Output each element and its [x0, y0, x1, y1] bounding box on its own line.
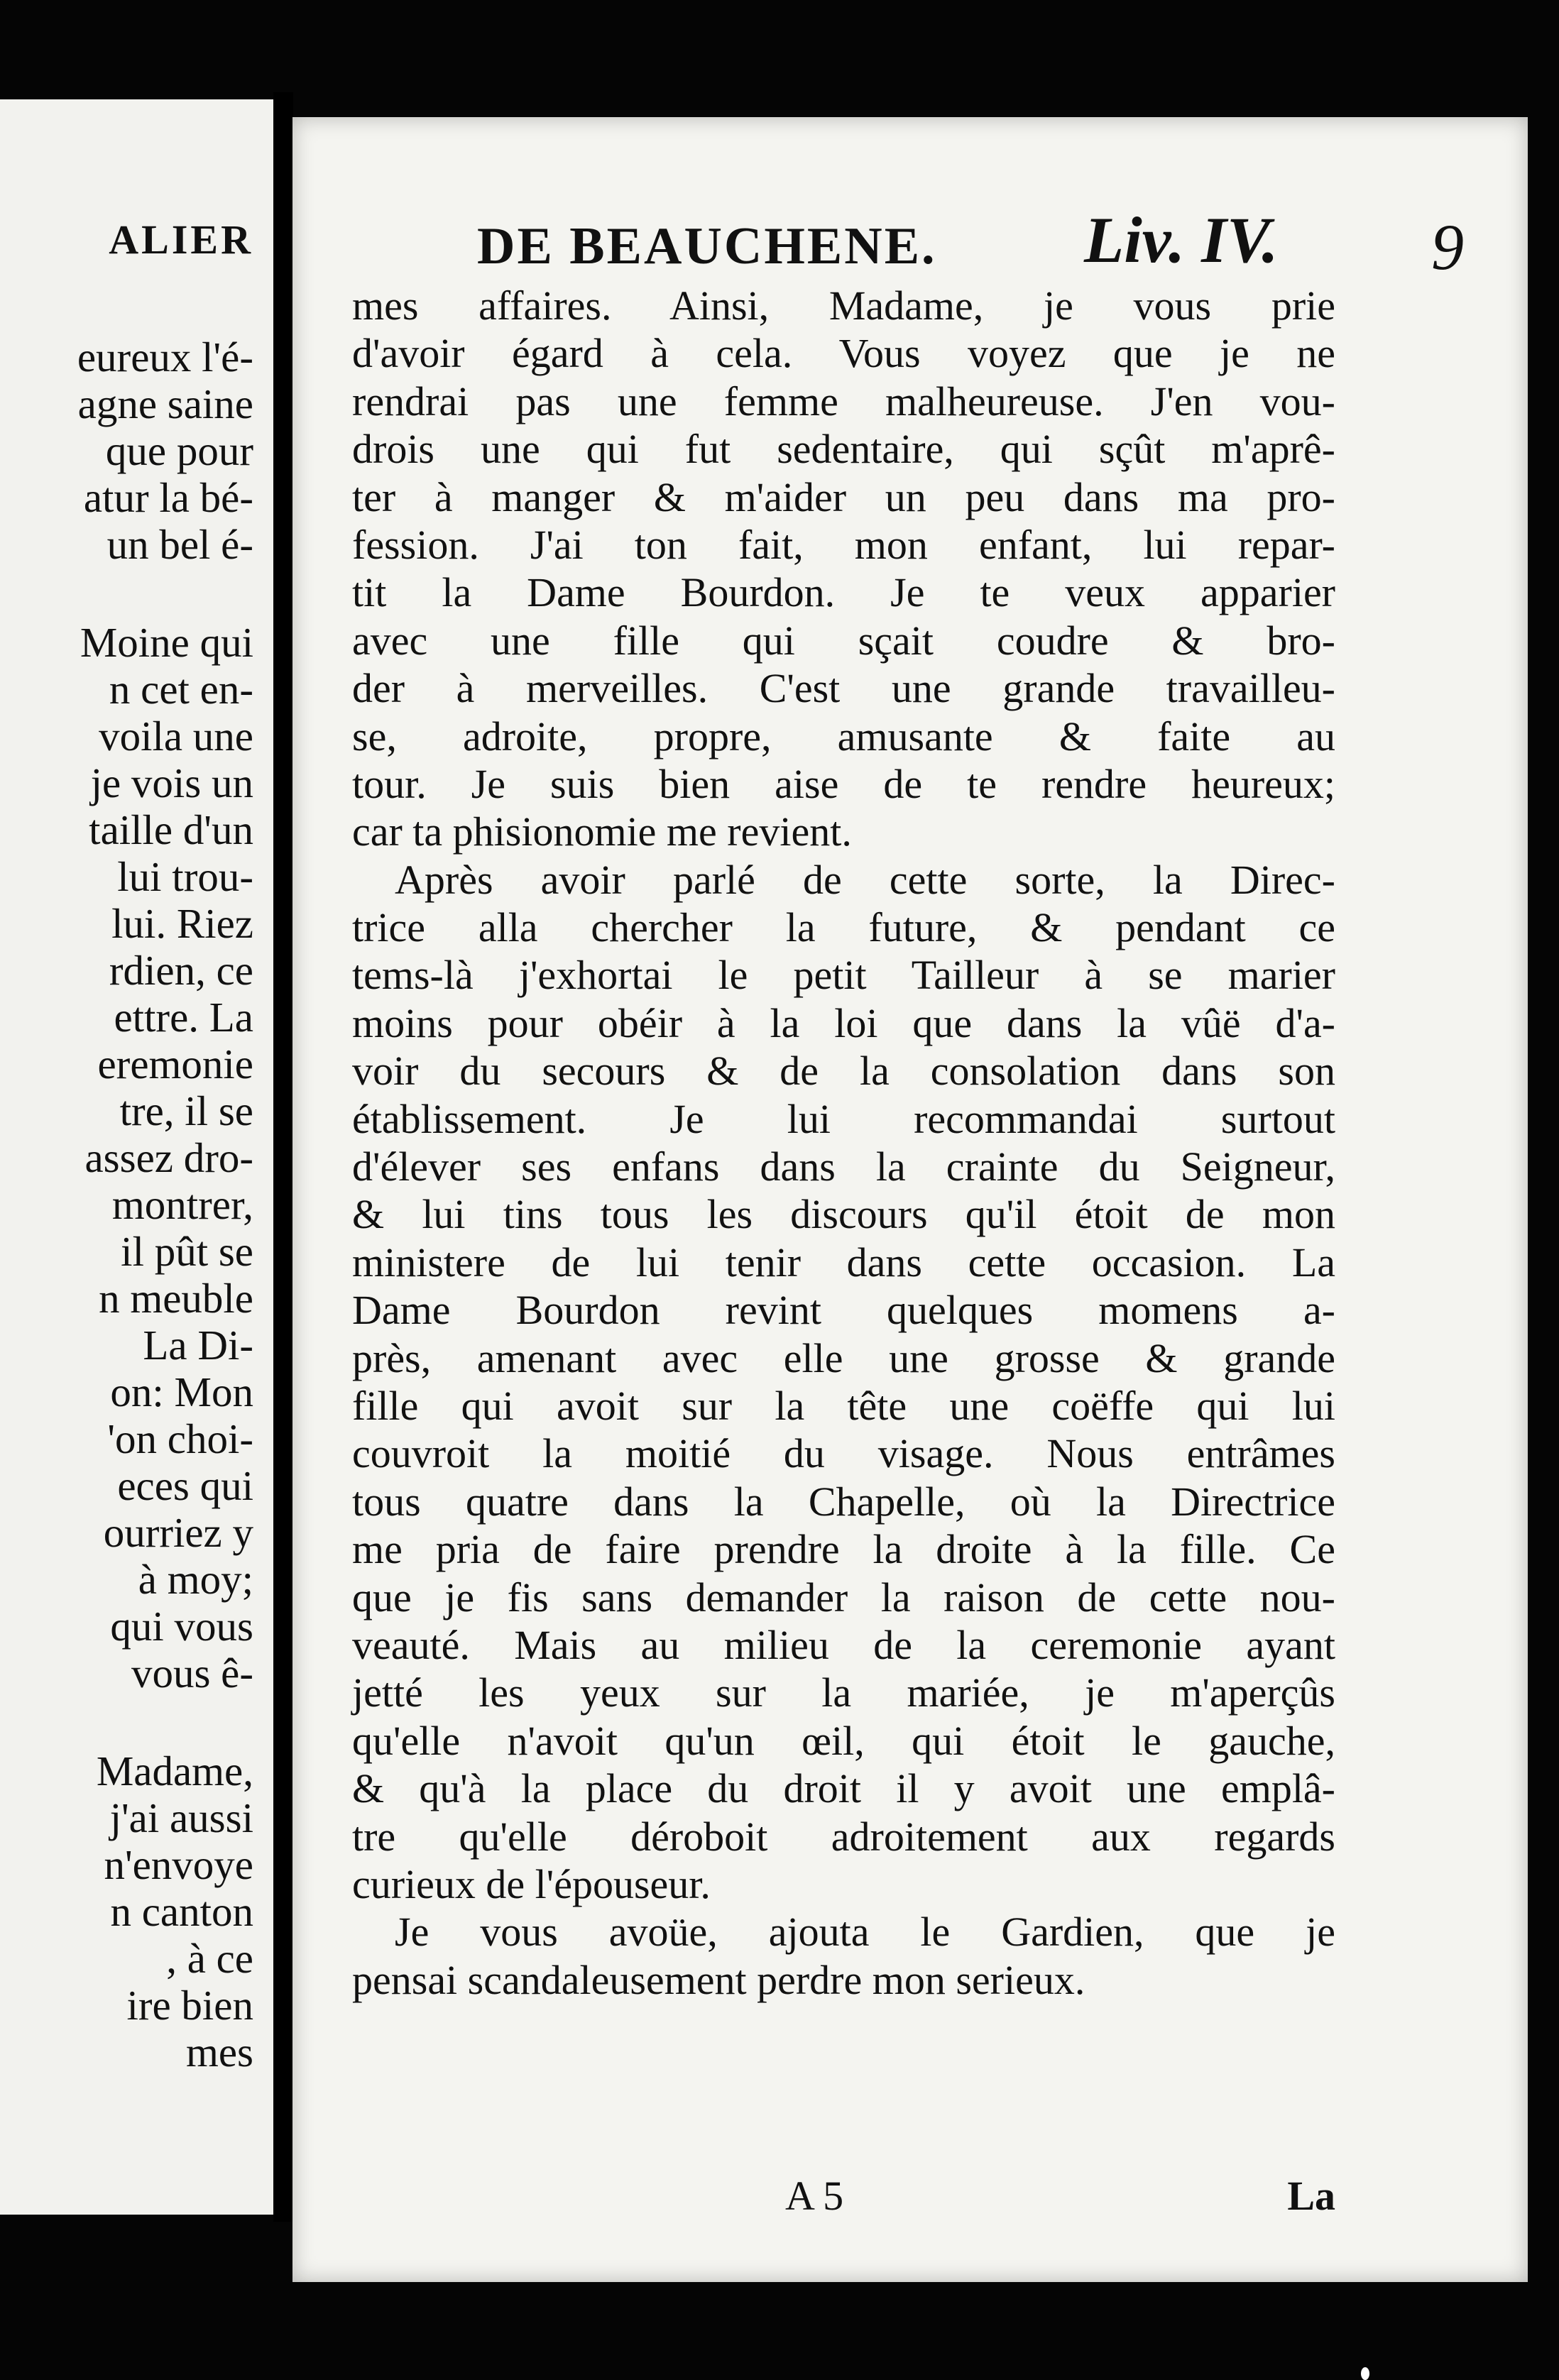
text-line: curieux de l'épouseur. [352, 1860, 711, 1907]
text-line: d'avoir égard à cela. Vous voyez que je ne [352, 330, 1335, 377]
left-page-line: lui trou- [117, 853, 253, 900]
left-page-line: vous ê- [131, 1650, 253, 1696]
left-page-line: montrer, [111, 1181, 253, 1228]
left-page-running-head: ALIER [109, 216, 253, 263]
text-line: près, amenant avec elle une grosse & grande [352, 1334, 1335, 1381]
text-line: moins pour obéir à la loi que dans la vûë d'a- [352, 999, 1335, 1046]
text-line: voir du secours & de la consolation dans son [352, 1048, 1335, 1095]
left-page-line: rdien, ce [109, 947, 253, 994]
page-number: 9 [1431, 211, 1464, 283]
left-page-line: lui. Riez [111, 900, 253, 947]
print-speck [1361, 2367, 1369, 2380]
left-page-line: que pour [105, 427, 253, 474]
left-page-line: qui vous [110, 1603, 253, 1650]
left-page-line: à moy; [138, 1556, 253, 1603]
text-line: veauté. Mais au milieu de la ceremonie ayant [352, 1621, 1335, 1668]
left-page-line: voila une [99, 713, 253, 759]
text-line: Après avoir parlé de cette sorte, la Direc- [395, 856, 1335, 903]
text-line: tit la Dame Bourdon. Je te veux apparier [352, 569, 1335, 616]
text-line: établissement. Je lui recommandai surtout [352, 1095, 1335, 1142]
left-page-line: Moine qui [80, 619, 253, 666]
left-page-line: Madame, [96, 1748, 253, 1794]
text-line: fille qui avoit sur la tête une coëffe qui lui [352, 1382, 1335, 1429]
left-page-line: je vois un [90, 759, 253, 806]
left-page-line: n meuble [99, 1275, 253, 1322]
text-line: ministere de lui tenir dans cette occasion. La [352, 1239, 1335, 1285]
text-line: mes affaires. Ainsi, Madame, je vous prie [352, 283, 1335, 329]
left-page-line: taille d'un [89, 806, 253, 853]
left-page-line: on: Mon [110, 1369, 253, 1415]
running-head-title: DE BEAUCHENE. [477, 217, 937, 275]
running-head-book: Liv. IV. [1084, 204, 1279, 276]
text-line: car ta phisionomie me revient. [352, 808, 852, 855]
text-line: & lui tins tous les discours qu'il étoit de mon [352, 1191, 1335, 1238]
text-line: fession. J'ai ton fait, mon enfant, lui repar- [352, 521, 1335, 568]
catchword: La [1287, 2173, 1335, 2219]
signature-mark: A 5 [785, 2173, 844, 2219]
text-line: qu'elle n'avoit qu'un œil, qui étoit le gauche, [352, 1717, 1335, 1764]
text-line: tre qu'elle déroboit adroitement aux regards [352, 1813, 1335, 1860]
text-line: der à merveilles. C'est une grande travailleu- [352, 665, 1335, 712]
left-page-line: il pût se [121, 1228, 253, 1275]
text-line: jetté les yeux sur la mariée, je m'aperçûs [352, 1669, 1335, 1716]
text-line: se, adroite, propre, amusante & faite au [352, 713, 1335, 759]
running-head [434, 202, 1485, 287]
text-line: rendrai pas une femme malheureuse. J'en vou- [352, 378, 1335, 424]
text-line: couvroit la moitié du visage. Nous entrâmes [352, 1430, 1335, 1477]
left-page-line: tre, il se [119, 1087, 253, 1134]
text-line: Je vous avoüe, ajouta le Gardien, que je [395, 1909, 1335, 1956]
text-line: d'élever ses enfans dans la crainte du Seigneur, [352, 1144, 1335, 1190]
text-line: & qu'à la place du droit il y avoit une emplâ- [352, 1765, 1335, 1812]
left-page-line: j'ai aussi [109, 1794, 253, 1841]
text-line: Dame Bourdon revint quelques momens a- [352, 1287, 1335, 1334]
left-page-line: eremonie [97, 1041, 253, 1087]
text-line: drois une qui fut sedentaire, qui sçût m'aprê- [352, 426, 1335, 473]
body-text [352, 282, 1335, 2004]
left-page-line: ire bien [126, 1982, 253, 2029]
left-page-line: ettre. La [114, 994, 253, 1041]
page-footer [352, 2172, 1335, 2229]
left-page-line: La Di- [143, 1322, 253, 1369]
text-line: ter à manger & m'aider un peu dans ma pro- [352, 473, 1335, 520]
left-page-fragment [0, 99, 273, 2215]
left-page-line: n cet en- [109, 666, 253, 713]
text-line: tour. Je suis bien aise de te rendre heureux; [352, 760, 1335, 807]
text-line: avec une fille qui sçait coudre & bro- [352, 617, 1335, 664]
left-page-line: eureux l'é- [77, 334, 253, 380]
left-page-line: 'on choi- [107, 1415, 253, 1462]
text-line: trice alla chercher la future, & pendant ce [352, 904, 1335, 951]
text-line: me pria de faire prendre la droite à la fille. Ce [352, 1526, 1335, 1573]
book-page [292, 117, 1528, 2282]
left-page-line: assez dro- [84, 1134, 253, 1181]
left-page-line: n'envoye [104, 1841, 253, 1888]
left-page-line: atur la bé- [83, 474, 253, 521]
left-page-line: un bel é- [106, 521, 253, 568]
left-page-line: ourriez y [103, 1509, 253, 1556]
left-page-line: , à ce [166, 1935, 253, 1982]
left-page-line: agne saine [77, 380, 253, 427]
text-line: tous quatre dans la Chapelle, où la Directrice [352, 1478, 1335, 1525]
text-line: tems-là j'exhortai le petit Tailleur à se marier [352, 952, 1335, 999]
text-line: que je fis sans demander la raison de cette nou- [352, 1574, 1335, 1621]
book-gutter [273, 92, 293, 2222]
left-page-line: eces qui [117, 1462, 253, 1509]
left-page-line: mes [185, 2029, 253, 2075]
left-page-line: n canton [110, 1888, 253, 1935]
text-line: pensai scandaleusement perdre mon serieux. [352, 1956, 1085, 2003]
